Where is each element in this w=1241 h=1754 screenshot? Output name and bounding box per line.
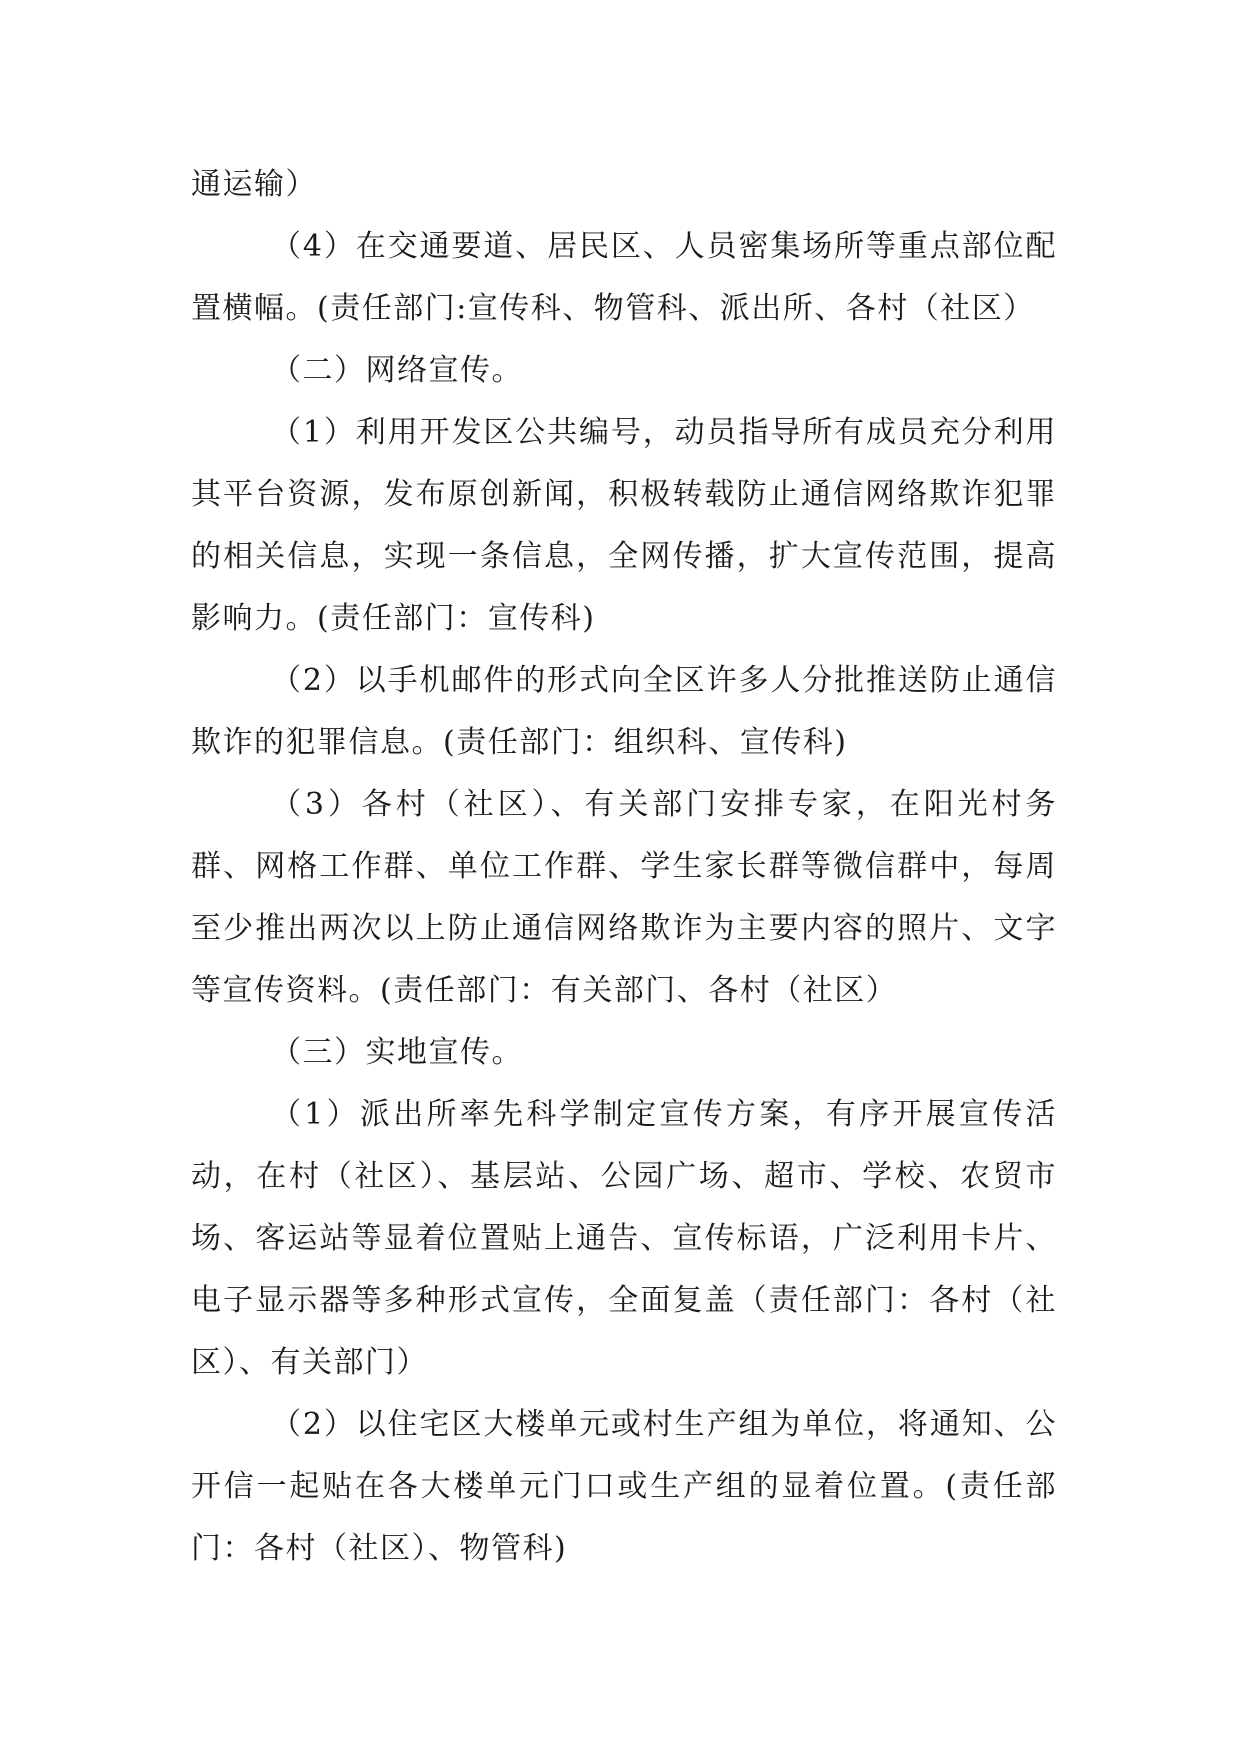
paragraph-item-4-banners: （4）在交通要道、居民区、人员密集场所等重点部位配置横幅。(责任部门:宣传科、物管科、派出所、各村（社区）: [191, 229, 1057, 326]
section-heading-online-publicity: （二）网络宣传。: [271, 353, 523, 388]
document-body: [191, 154, 1057, 1580]
section-heading-field-publicity: （三）实地宣传。: [271, 1035, 523, 1070]
paragraph-field-item-1: （1）派出所率先科学制定宣传方案，有序开展宣传活动，在村（社区）、基层站、公园广场、超市、学校、农贸市场、客运站等显着位置贴上通告、宣传标语，广泛利用卡片、电子显示器等多种形式宣传，全面复盖（责任部门：各村（社区）、有关部门）: [191, 1097, 1057, 1380]
paragraph-online-item-3: （3）各村（社区）、有关部门安排专家，在阳光村务群、网格工作群、单位工作群、学生家长群等微信群中，每周至少推出两次以上防止通信网络欺诈为主要内容的照片、文字等宣传资料。(责任部门：有关部门、各村（社区）: [191, 787, 1057, 1008]
paragraph-continuation: 通运输）: [191, 167, 317, 202]
paragraph-online-item-1: （1）利用开发区公共编号，动员指导所有成员充分利用其平台资源，发布原创新闻，积极转载防止通信网络欺诈犯罪的相关信息，实现一条信息，全网传播，扩大宣传范围，提高影响力。(责任部门：宣传科): [191, 415, 1057, 636]
paragraph-field-item-2: （2）以住宅区大楼单元或村生产组为单位，将通知、公开信一起贴在各大楼单元门口或生产组的显着位置。(责任部门：各村（社区）、物管科): [191, 1407, 1057, 1566]
paragraph-online-item-2: （2）以手机邮件的形式向全区许多人分批推送防止通信欺诈的犯罪信息。(责任部门：组织科、宣传科): [191, 663, 1057, 760]
